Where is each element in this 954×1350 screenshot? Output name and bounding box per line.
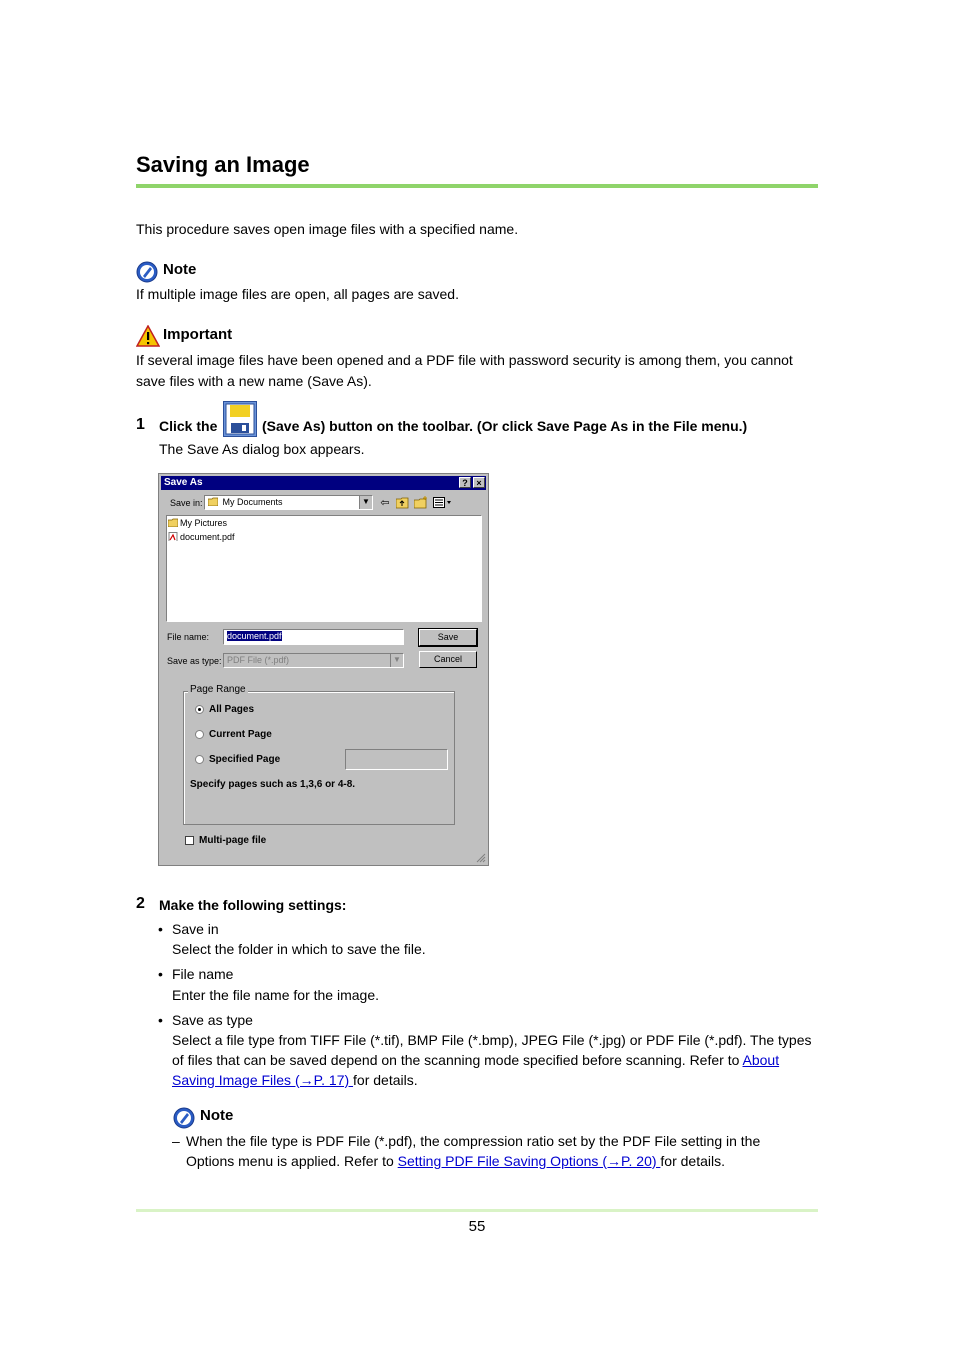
intro-text: This procedure saves open image files with a specified name. — [136, 221, 519, 237]
title-divider — [136, 184, 818, 188]
up-folder-icon[interactable] — [396, 497, 409, 509]
save-type-value: PDF File (*.pdf) — [227, 655, 290, 665]
item-desc-line-1: Select a file type from TIFF File (*.tif), BMP File (*.bmp), JPEG File (*.jpg) or PDF File (*.pdf). The types — [172, 1032, 812, 1048]
help-button[interactable]: ? — [459, 477, 471, 488]
page-range-title: Page Range — [190, 684, 246, 695]
file-name-label: File name: — [167, 632, 210, 642]
bullet: • — [158, 1012, 163, 1028]
specified-page-radio[interactable] — [195, 755, 204, 764]
warning-icon — [136, 325, 160, 347]
item-desc: Enter the file name for the image. — [172, 987, 379, 1003]
page-range-hint: Specify pages such as 1,3,6 or 4-8. — [190, 779, 356, 790]
back-arrow-icon[interactable]: ⇦ — [380, 497, 390, 509]
note-line-1: When the file type is PDF File (*.pdf), the compression ratio set by the PDF File setting in the — [186, 1133, 761, 1149]
bullet: • — [158, 966, 163, 982]
chevron-down-icon[interactable]: ▼ — [390, 654, 403, 667]
item-label: Save in — [172, 921, 219, 937]
file-name-value: document.pdf — [227, 631, 282, 641]
note-line-2: Options menu is applied. Refer to Setting PDF File Saving Options (→P. 20) for details. — [186, 1153, 726, 1169]
save-in-combo[interactable] — [204, 495, 373, 510]
new-folder-icon[interactable] — [414, 496, 428, 509]
close-button[interactable]: × — [473, 477, 485, 488]
step-number: 1 — [136, 416, 145, 433]
list-item[interactable]: My Pictures — [168, 518, 227, 528]
dialog-title-bar — [161, 476, 486, 490]
note-icon — [173, 1107, 195, 1129]
important-line-1: If several image files have been opened and a PDF file with password security is among them, you cannot — [136, 352, 793, 368]
note-text: If multiple image files are open, all pages are saved. — [136, 286, 459, 302]
save-in-value: My Documents — [222, 497, 283, 507]
save-as-icon — [223, 401, 257, 437]
step-number: 2 — [136, 895, 145, 912]
important-line-2: save files with a new name (Save As). — [136, 373, 372, 389]
bullet: • — [158, 921, 163, 937]
saving-image-files-link[interactable]: Saving Image Files (→P. 17) — [172, 1072, 354, 1088]
footer-divider — [136, 1209, 818, 1212]
step-text-pre: Click the — [159, 418, 218, 434]
step-text-post: (Save As) button on the toolbar. (Or click Save Page As in the File menu.) — [262, 418, 748, 434]
resize-grip-icon[interactable] — [476, 853, 486, 863]
important-heading: Important — [163, 326, 233, 343]
save-type-select[interactable] — [223, 653, 404, 668]
note-heading: Note — [163, 261, 197, 278]
current-page-radio[interactable] — [195, 730, 204, 739]
save-in-label: Save in: — [170, 498, 203, 508]
multipage-label: Multi-page file — [199, 835, 267, 846]
item-label: File name — [172, 966, 234, 982]
page-title: Saving an Image — [136, 152, 310, 177]
multipage-checkbox[interactable] — [185, 836, 194, 845]
folder-icon — [208, 497, 218, 506]
all-pages-label: All Pages — [209, 704, 255, 715]
dialog-title: Save As — [164, 477, 203, 488]
folder-icon — [168, 518, 178, 527]
about-saving-link[interactable]: About — [742, 1052, 780, 1068]
item-desc: Select the folder in which to save the file. — [172, 941, 426, 957]
save-button[interactable]: Save — [419, 629, 477, 646]
item-label: Save as type — [172, 1012, 253, 1028]
current-page-label: Current Page — [209, 729, 272, 740]
specified-page-input[interactable] — [345, 749, 448, 770]
item-desc-line-3: Saving Image Files (→P. 17) for details. — [172, 1072, 418, 1088]
note-icon — [136, 261, 158, 283]
step-result: The Save As dialog box appears. — [159, 441, 365, 457]
cancel-button[interactable]: Cancel — [419, 651, 477, 668]
all-pages-radio[interactable] — [195, 705, 204, 714]
save-type-label: Save as type: — [167, 656, 222, 666]
note-heading: Note — [200, 1107, 234, 1124]
item-desc-line-2: of files that can be saved depend on the scanning mode specified before scanning. Refer to About — [172, 1052, 780, 1068]
pdf-file-icon — [168, 532, 178, 541]
view-menu-icon[interactable] — [433, 497, 453, 509]
dash: – — [172, 1133, 180, 1149]
specified-page-label: Specified Page — [209, 754, 281, 765]
chevron-down-icon[interactable]: ▼ — [359, 496, 372, 509]
list-item[interactable]: document.pdf — [168, 532, 235, 542]
page-number: 55 — [468, 1218, 486, 1235]
file-name-input[interactable] — [223, 629, 404, 645]
step-heading: Make the following settings: — [159, 897, 347, 913]
pdf-options-link[interactable]: Setting PDF File Saving Options (→P. 20) — [397, 1153, 661, 1169]
